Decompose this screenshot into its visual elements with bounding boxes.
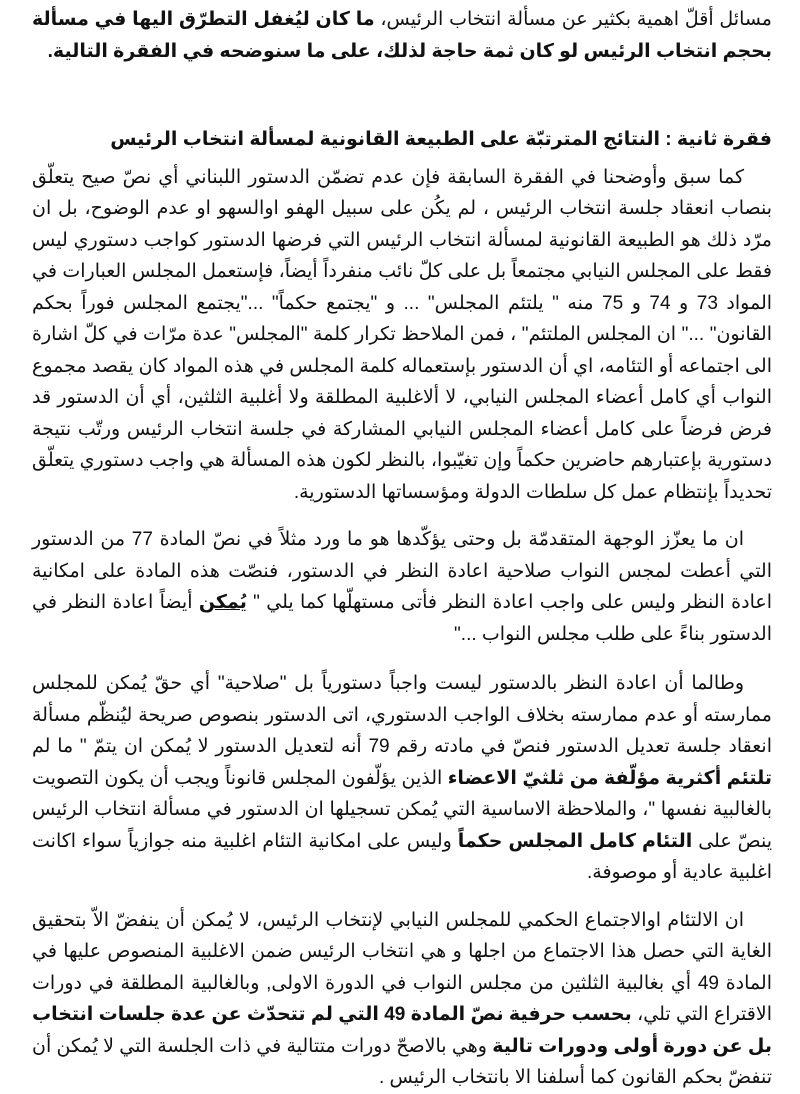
paragraph-segment: وليس على امكانية التئام اغلبية منه جوازياً سواء اكانت اغلبية عادية أو موصوفة. — [32, 830, 772, 883]
intro-segment: مسائل أقلّ اهمية بكثير عن مسألة انتخاب الرئيس، — [374, 9, 772, 30]
intro-segment: ما كان ليُغفل التطرّق اليها في مسألة بحجم انتخاب الرئيس لو كان ثمة حاجة لذلك، على ما سنوضحه في الفقرة التالية. — [32, 9, 772, 62]
paragraph-segment: ان الالتئام اوالاجتماع الحكمي للمجلس النيابي لإنتخاب الرئيس، لا يُمكن أن ينفضّ الاّ بتحقيق الغاية التي حصل هذا الاجتماع من اجلها و هي انتخاب الرئيس ضمن الاغلبية المنصوص عليها في المادة 49 أي بغالبية الثلثين من مجلس النواب في الدورة الاولى, وبالغالبية المطلقة في دورات الاقتراع التي تلي، — [32, 909, 772, 1025]
paragraph-segment: كما سبق وأوضحنا في الفقرة السابقة فإن عدم تضمّن الدستور اللبناني أي نصّ صيح يتعلّق بنصاب انعقاد جلسة انتخاب الرئيس ، لم يكُن على سبيل الهفو اوالسهو او عدم الوضوح، بل ان مرّد ذلك هو الطبيعة القانونية لمسألة انتخاب الرئيس التي فرضها الدستور كواجب دستوري ليس فقط على المجلس النيابي مجتمعاً بل على كلّ نائب منفرداً أيضاً، فإستعمل المجلس العبارات في المواد 73 و 74 و 75 منه " يلتئم المجلس" ... و "يجتمع حكماً" ..."يجتمع المجلس فوراً بحكم القانون" ..." ان المجلس الملتئم" ، فمن الملاحظ تكرار كلمة "المجلس" عدة مرّات في كلّ اشارة الى اجتماعه أو التئامه، اي أن الدستور بإستعماله كلمة المجلس في هذه المواد كان يقصد مجموع النواب أي كامل أعضاء المجلس النيابي، لا ألاغلبية المطلقة ولا أغلبية الثلثين، أي أن الدستور قد فرض فرضاً على كامل أعضاء المجلس النيابي المشاركة في جلسة انتخاب الرئيس ورتّب نتيجة دستورية بإعتبارهم حاضرين حكماً وإن تغيّبوا، بالنظر لكون هذه المسألة هي واجب دستوري يتعلّق تحديداً بإنتظام عمل كل سلطات الدولة ومؤسساتها الدستورية. — [32, 166, 773, 503]
intro-paragraph — [32, 4, 772, 67]
body-paragraph — [32, 668, 772, 889]
emphasized-phrase: التئام كامل المجلس حكماً — [457, 830, 693, 852]
body-paragraph — [32, 162, 772, 509]
paragraph-segment: أيضاً اعادة النظر في الدستور بناءً على طلب مجلس النواب ..." — [32, 592, 772, 645]
section-heading: فقرة ثانية : النتائج المترتبّة على الطبيعة القانونية لمسألة انتخاب الرئيس — [110, 129, 772, 150]
emphasized-phrase: تلتئم أكثرية مؤلّفة من ثلثيّ الاعضاء — [447, 767, 772, 789]
paragraph-segment: الذين يؤلّفون المجلس قانوناً ويجب أن يكون التصويت بالغالبية نفسها "، والملاحظة الاساسية التي يُمكن تسجيلها ان الدستور في مسألة انتخاب الرئيس ينصّ على — [32, 767, 772, 852]
document-page — [32, 0, 772, 1094]
paragraph-segment: وهي بالاصحّ دورات متتالية في ذات الجلسة التي لا يُمكن أن تنفضّ بحكم القانون كما أسلفنا الا بانتخاب الرئيس . — [32, 1035, 772, 1088]
paragraph-segment: وطالما أن اعادة النظر بالدستور ليست واجباً دستورياً بل "صلاحية" أي حقّ يُمكن للمجلس ممارسته أو عدم ممارسته بخلاف الواجب الدستوري، اتى الدستور بنصوص صريحة ليُنظّم مسألة انعقاد جلسة تعديل الدستور فنصّ في مادته رقم 79 أنه لتعديل الدستور لا يُمكن ان يتمّ " ما لم — [32, 673, 772, 757]
paragraph-segment: ان ما يعزّز الوجهة المتقدمّة بل وحتى يؤكّدها هو ما ورد مثلاً في نصّ المادة 77 من الدستور التي أعطت لمجس النواب صلاحية اعادة النظر في الدستور، فنصّت هذه المادة على امكانية اعادة النظر وليس على واجب اعادة النظر فأتى مستهلّها كما يلي " — [32, 529, 772, 613]
body-paragraph — [32, 905, 772, 1094]
body-paragraph — [32, 524, 772, 650]
emphasized-word: يُمكن — [198, 592, 247, 613]
emphasized-phrase: بحسب حرفية نصّ المادة 49 التي لم تتحدّث عن عدة جلسات انتخاب بل عن دورة أولى ودورات تالية — [32, 1004, 772, 1057]
